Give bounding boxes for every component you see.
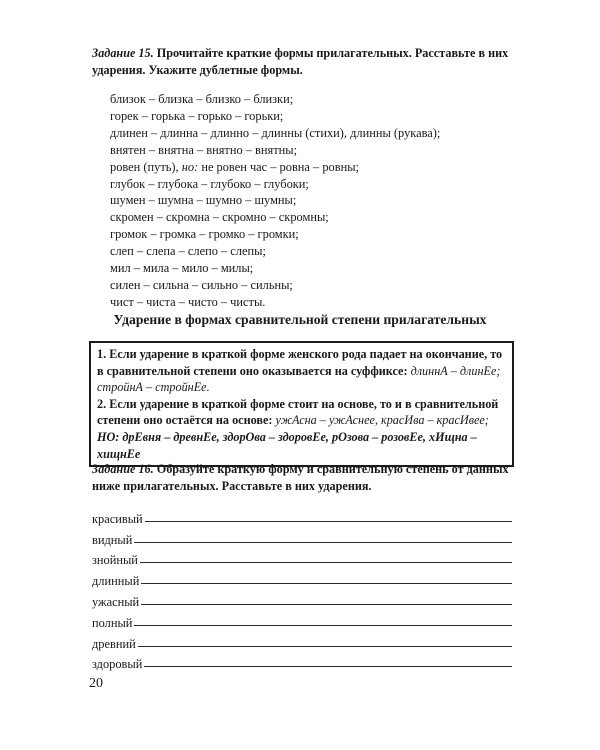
answer-row: [92, 588, 512, 609]
adjective-word: полный: [92, 615, 133, 630]
task-16-instruction: [92, 461, 522, 495]
rule-box: [89, 341, 514, 467]
short-form-line: близок – близка – близко – близки;: [110, 92, 294, 106]
page-number: 20: [89, 676, 103, 691]
answer-blank-line[interactable]: [138, 645, 512, 647]
rule-2-text: 2. Если ударение в краткой форме стоит на основе, то и в сравнительной степени оно остаётся на основе:: [97, 396, 499, 428]
short-form-part-italic: но:: [181, 159, 199, 174]
adjective-word: длинный: [92, 574, 140, 589]
adjective-word: здоровый: [92, 657, 143, 672]
answer-row: [92, 567, 512, 588]
rule-2: [97, 396, 506, 462]
answer-blank-line[interactable]: [140, 561, 512, 563]
rule-1-text: 1. Если ударение в краткой форме женского рода падает на окончание, то в сравнительной степени оно оказывается на суффиксе:: [97, 347, 503, 378]
answer-row: [92, 505, 512, 526]
short-form-line: [110, 159, 530, 176]
answer-row: [92, 526, 512, 547]
adjective-word: ужасный: [92, 594, 140, 609]
answer-blank-line[interactable]: [134, 541, 512, 543]
task-16-text: Образуйте краткую форму и сравнительную степень от данных ниже прилагательных. Расставьте в них ударения.: [92, 462, 509, 493]
adjective-word: знойный: [92, 553, 138, 568]
short-form-line: силен – сильна – сильно – сильны;: [110, 277, 293, 292]
answer-blank-line[interactable]: [144, 665, 512, 667]
short-form-line: чист – чиста – чисто – чисты.: [110, 294, 266, 309]
rule-1: [97, 346, 506, 396]
short-form-part-post: не ровен час – ровна – ровны;: [198, 159, 359, 174]
short-forms-list: [110, 91, 530, 311]
answer-blank-line[interactable]: [145, 520, 512, 522]
short-form-line: шумен – шумна – шумно – шумны;: [110, 193, 297, 208]
section-heading: Ударение в формах сравнительной степени прилагательных: [113, 312, 487, 327]
short-form-line: внятен – внятна – внятно – внятны;: [110, 142, 298, 157]
short-form-line: скромен – скромна – скромно – скромны;: [110, 210, 329, 225]
task-15-text: Прочитайте краткие формы прилагательных. Расставьте в них ударения. Укажите дублетные формы.: [92, 46, 509, 77]
short-form-line: горек – горька – горько – горьки;: [110, 108, 284, 123]
short-form-line: мил – мила – мило – милы;: [110, 261, 254, 276]
answer-blank-line[interactable]: [141, 582, 512, 584]
short-form-line: слеп – слепа – слепо – слепы;: [110, 244, 266, 259]
answer-row: [92, 547, 512, 568]
short-form-line: громок – громка – громко – громки;: [110, 227, 299, 242]
answer-row: [92, 609, 512, 630]
adjective-word: красивый: [92, 511, 143, 526]
answer-lines: [92, 505, 512, 671]
task-16-label: Задание 16.: [92, 462, 154, 476]
rule-2-exceptions: НО: дрЕвня – древнЕе, здорОва – здоровЕе, рОзова – розовЕе, хИщна – хищнЕе: [97, 429, 477, 461]
task-15-instruction: [92, 45, 522, 79]
answer-row: [92, 651, 512, 672]
task-15-label: Задание 15.: [92, 46, 154, 60]
answer-blank-line[interactable]: [134, 624, 512, 626]
answer-blank-line[interactable]: [141, 603, 512, 605]
rule-2-examples: ужАсна – ужАснее, красИва – красИвее;: [272, 413, 489, 428]
adjective-word: древний: [92, 636, 136, 651]
short-form-part-pre: ровен (путь),: [110, 159, 182, 174]
short-form-line: глубок – глубока – глубоко – глубоки;: [110, 176, 309, 191]
answer-row: [92, 630, 512, 651]
short-form-line: длинен – длинна – длинно – длинны (стихи), длинны (рукава);: [110, 125, 441, 140]
adjective-word: видный: [92, 532, 133, 547]
rule-1-examples: длиннА – длинЕе; стройнА – стройнЕе.: [97, 363, 501, 395]
